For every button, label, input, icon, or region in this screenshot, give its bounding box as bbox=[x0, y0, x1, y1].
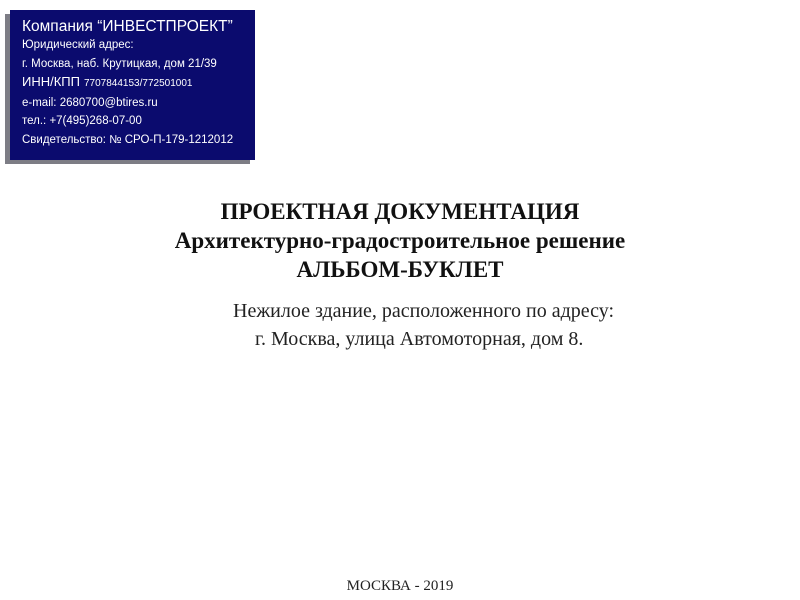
company-info-block bbox=[10, 10, 255, 160]
company-phone: тел.: +7(495)268-07-00 bbox=[22, 115, 142, 127]
document-title bbox=[120, 197, 680, 284]
company-email: e-mail: 2680700@btires.ru bbox=[22, 96, 158, 109]
inn-kpp-row bbox=[22, 73, 255, 94]
subtitle-line-2: г. Москва, улица Автомоторная, дом 8. bbox=[255, 328, 584, 350]
subtitle-line-1: Нежилое здание, расположенного по адресу: bbox=[233, 300, 615, 322]
address-label: Юридический адрес: bbox=[22, 39, 134, 51]
company-certificate: Свидетельство: № СРО-П-179-1212012 bbox=[22, 133, 234, 146]
inn-kpp-value: 7707844153/772501001 bbox=[84, 78, 193, 89]
title-line-1: ПРОЕКТНАЯ ДОКУМЕНТАЦИЯ bbox=[220, 199, 580, 224]
company-address: г. Москва, наб. Крутицкая, дом 21/39 bbox=[22, 57, 217, 70]
title-line-3: АЛЬБОМ-БУКЛЕТ bbox=[296, 257, 504, 282]
footer-city-year: МОСКВА - 2019 bbox=[346, 578, 454, 594]
company-name: Компания “ИНВЕСТПРОЕКТ” bbox=[22, 18, 233, 35]
title-line-2: Архитектурно-градостроительное решение bbox=[174, 228, 626, 253]
inn-kpp-label: ИНН/КПП bbox=[22, 74, 80, 89]
